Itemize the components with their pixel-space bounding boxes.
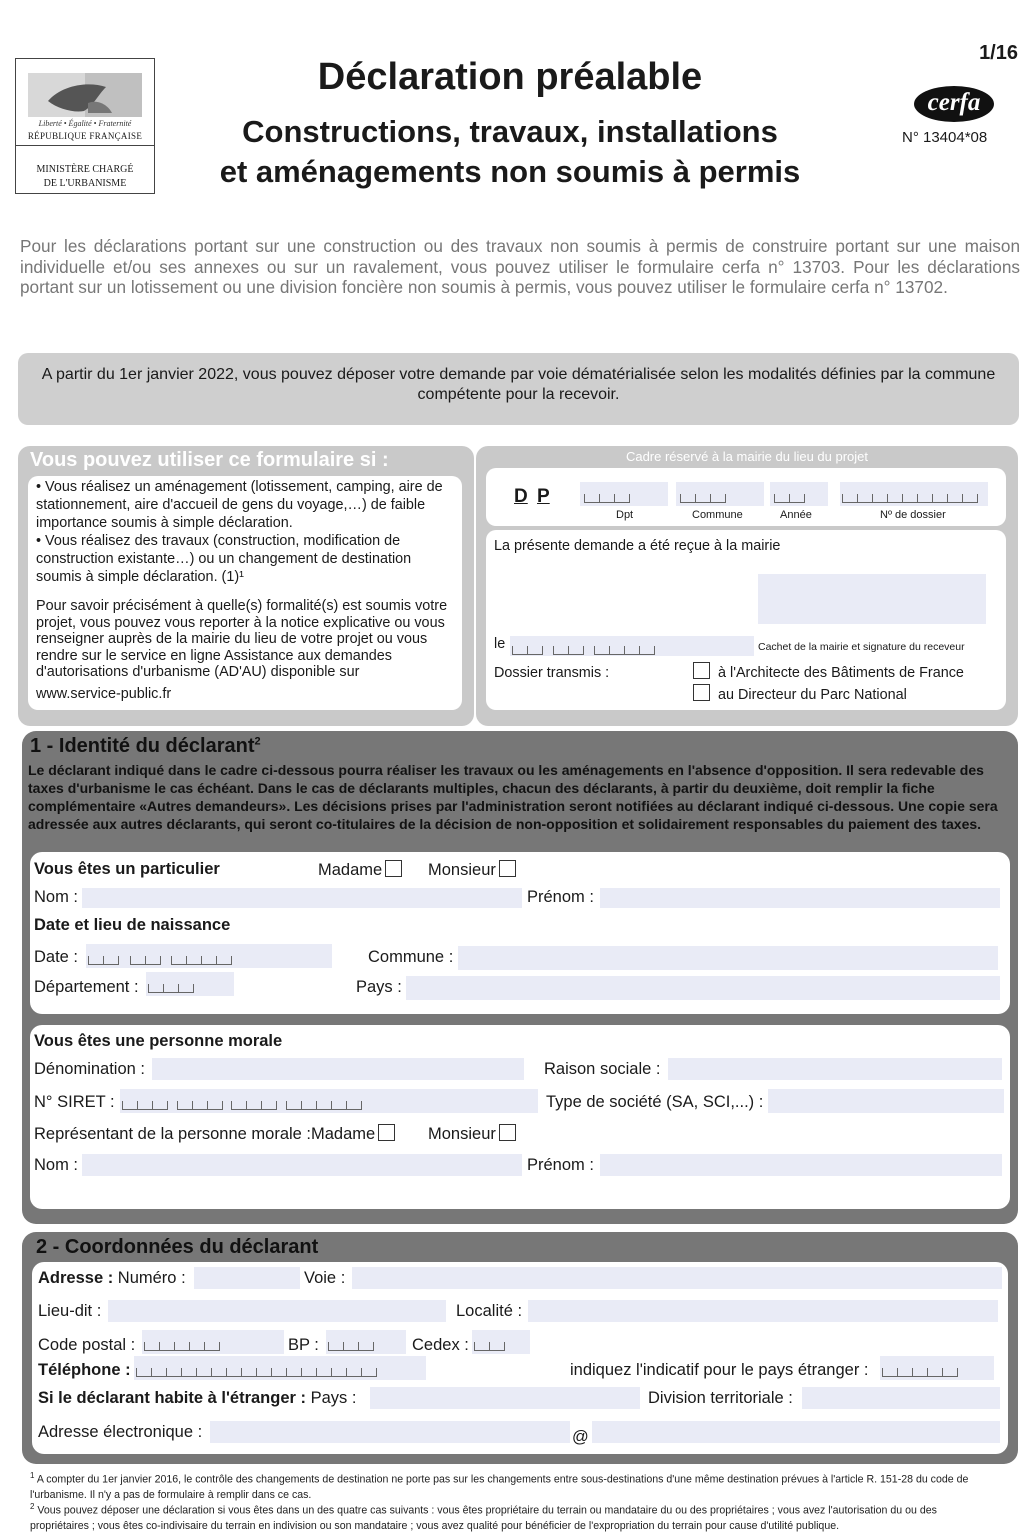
numero-label: Numéro : [117, 1269, 186, 1287]
section1-title-sup: 2 [254, 735, 261, 748]
departement-label: Département : [34, 978, 139, 996]
dp-code [514, 486, 550, 508]
adresse-row [38, 1269, 186, 1288]
monsieur-label: Monsieur [428, 861, 496, 879]
parc-checkbox[interactable] [693, 684, 710, 701]
abf-label: à l'Architecte des Bâtiments de France [718, 665, 964, 681]
particulier-box [30, 852, 1010, 1014]
etranger-label: Si le déclarant habite à l'étranger : [38, 1389, 307, 1407]
numero-field[interactable] [194, 1267, 300, 1289]
madame-checkbox[interactable] [385, 860, 402, 877]
service-public-link[interactable]: www.service-public.fr [36, 685, 172, 702]
subtitle-line1: Constructions, travaux, installations [242, 114, 778, 149]
type-societe-field[interactable] [768, 1089, 1004, 1113]
dematerialisation-banner: A partir du 1er janvier 2022, vous pouvez déposer votre demande par voie dématérialisée selon les modalités définies par la commune compétente pour la recevoir. [18, 353, 1019, 425]
rep-nom-label: Nom : [34, 1156, 79, 1174]
division-label: Division territoriale : [648, 1389, 793, 1407]
localite-field[interactable] [528, 1300, 998, 1322]
logo-ministry [16, 163, 154, 191]
mairie-panel-title: Cadre réservé à la mairie du lieu du projet [625, 449, 869, 464]
condition-bullet-2: • Vous réalisez des travaux (construction, modification de construction existante…) ou un changement de destination soumis à simple déclaration. (1)¹ [36, 533, 412, 585]
label-dpt: Dpt [616, 509, 634, 521]
madame-label: Madame [318, 861, 383, 879]
coordonnees-box [32, 1262, 1008, 1454]
logo-ministry-line2: DE L'URBANISME [43, 178, 127, 189]
pays-label: Pays : [356, 978, 402, 996]
label-annee: Année [780, 509, 812, 521]
stamp-label: Cachet de la mairie et signature du receveur [758, 641, 965, 653]
indicatif-field[interactable] [880, 1356, 994, 1380]
email-label: Adresse électronique : [38, 1423, 203, 1441]
commune-code-field[interactable] [676, 482, 764, 506]
parc-option[interactable] [690, 684, 907, 703]
telephone-label: Téléphone : [38, 1361, 131, 1379]
parc-label: au Directeur du Parc National [718, 687, 907, 703]
conditions-content [28, 476, 462, 710]
bp-field[interactable] [326, 1330, 406, 1354]
cp-label: Code postal : [38, 1336, 136, 1354]
commune-label: Commune : [368, 948, 454, 966]
birth-departement-field[interactable] [146, 972, 234, 996]
marianne-logo-icon [28, 73, 142, 117]
lieudit-label: Lieu-dit : [38, 1302, 102, 1320]
logo-motto: Liberté • Égalité • Fraternité [38, 119, 132, 128]
dpt-field[interactable] [580, 482, 668, 506]
lieudit-field[interactable] [108, 1300, 446, 1322]
section1-title-text: 1 - Identité du déclarant [30, 735, 255, 757]
personne-morale-box [30, 1025, 1010, 1209]
nom-field[interactable] [82, 888, 522, 908]
particulier-heading: Vous êtes un particulier [34, 860, 220, 878]
page-title: Déclaration préalable [317, 56, 703, 98]
adresse-label: Adresse : [38, 1269, 114, 1287]
email-at: @ [572, 1428, 589, 1446]
dp-letter-d: D [514, 486, 528, 507]
reception-box [486, 530, 1006, 710]
reception-date-field[interactable] [510, 636, 754, 656]
rep-monsieur-label: Monsieur [428, 1125, 496, 1143]
telephone-field[interactable] [134, 1356, 426, 1380]
raison-field[interactable] [668, 1058, 1002, 1080]
rep-monsieur-option[interactable] [428, 1124, 516, 1144]
monsieur-option[interactable] [428, 860, 516, 880]
republique-logo [15, 58, 155, 194]
logo-ministry-line1: MINISTÈRE CHARGÉ [36, 164, 134, 175]
birth-pays-field[interactable] [406, 976, 1000, 1000]
representant-text: Représentant de la personne morale : [34, 1125, 312, 1143]
denomination-field[interactable] [152, 1058, 524, 1080]
birth-date-field[interactable] [86, 944, 332, 968]
label-dossier: Nº de dossier [880, 509, 946, 521]
section1-note: Le déclarant indiqué dans le cadre ci-dessous pourra réaliser les travaux ou les aménagements en l'absence d'opposition. Il sera redevable des taxes d'urbanisme le cas échéant. Dans le cas de déclarants multiples, chacun des déclarants, à partir du deuxième, doit remplir la fiche complémentaire «Autres demandeurs». Les décisions prises par l'administration seront notifiées au déclarant indiqué ci-dessous. Une copie sera adressée aux autres déclarants, qui seront co-titulaires de la décision de non-opposition et solidairement responsables du paiement des taxes. [28, 762, 998, 832]
bp-label: BP : [288, 1336, 319, 1354]
email-user-field[interactable] [210, 1421, 570, 1443]
le-label: le [494, 636, 506, 652]
morale-heading: Vous êtes une personne morale [34, 1032, 283, 1050]
siret-label: N° SIRET : [34, 1093, 115, 1111]
cerfa-number: N° 13404*08 [902, 129, 988, 146]
page-subtitle [180, 112, 840, 192]
footnote-1-text: A compter du 1er janvier 2016, le contrôle des changements de destination ne porte pas sur les changements entre sous-destinations d'une même destination prévues à l'article R. 151-28 du code de l'urbanisme. Il n'y a pas de formulaire à remplir dans ce cas. [30, 1473, 969, 1501]
dp-letter-p: P [537, 486, 550, 507]
denomination-label: Dénomination : [34, 1060, 145, 1078]
cedex-field[interactable] [472, 1330, 530, 1354]
stamp-area [758, 574, 986, 624]
etranger-pays-field[interactable] [370, 1387, 640, 1409]
indicatif-label: indiquez l'indicatif pour le pays étranger : [570, 1361, 869, 1379]
type-societe-label: Type de société (SA, SCI,...) : [546, 1093, 764, 1111]
conditions-title: Vous pouvez utiliser ce formulaire si : [30, 449, 389, 471]
cerfa-logo: cerfa [914, 86, 994, 122]
rep-madame-checkbox[interactable] [378, 1124, 395, 1141]
logo-republic: RÉPUBLIQUE FRANÇAISE [16, 131, 154, 146]
label-commune: Commune [692, 509, 743, 521]
subtitle-line2: et aménagements non soumis à permis [219, 154, 801, 189]
voie-field[interactable] [352, 1267, 1002, 1289]
section2-title: 2 - Coordonnées du déclarant [36, 1236, 319, 1258]
abf-checkbox[interactable] [693, 662, 710, 679]
transmis-label: Dossier transmis : [494, 665, 610, 681]
received-text: La présente demande a été reçue à la mairie [494, 538, 781, 554]
intro-text: Pour les déclarations portant sur une construction ou des travaux non soumis à permis de construire portant sur une maison individuelle et/ou ses annexes ou sur un ravalement, vous pouvez utiliser le formulaire cerfa n° 13703. Pour les déclarations portant sur un lotissement ou une division foncière non soumis à permis, vous pouvez utiliser le formulaire cerfa n° 13702. [20, 236, 1020, 297]
madame-option[interactable] [318, 860, 402, 880]
localite-label: Localité : [456, 1302, 523, 1320]
prenom-label: Prénom : [527, 888, 594, 906]
footnote-2-text: Vous pouvez déposer une déclaration si vous êtes dans un des quatre cas suivants : vous êtes propriétaire du terrain ou mandataire du ou des propriétaires ; vous avez l'autorisation du ou des propriétaires ; vous êtes co-indivisaire du terrain en indivision ou son mandataire ; vous avez qualité pour bénéficier de l'expropriation du terrain pour cause d'utilité publique. [30, 1504, 937, 1532]
section1-title [30, 735, 261, 758]
etranger-row [38, 1389, 356, 1408]
division-field[interactable] [802, 1387, 1000, 1409]
nom-label: Nom : [34, 888, 79, 906]
etranger-pays-label: Pays : [310, 1389, 357, 1407]
footnote-1-number: 1 [30, 1471, 35, 1480]
raison-label: Raison sociale : [544, 1060, 661, 1078]
voie-label: Voie : [304, 1269, 346, 1287]
cedex-label: Cedex : [412, 1336, 469, 1354]
abf-option[interactable] [690, 662, 964, 681]
annee-field[interactable] [770, 482, 828, 506]
email-domain-field[interactable] [592, 1421, 1000, 1443]
condition-bullet-1: • Vous réalisez un aménagement (lotissement, camping, aire de stationnement, aire d'accueil de gens du voyage,…) de faible importance soumis à simple déclaration. [36, 479, 443, 531]
page-number: 1/16 [979, 42, 1018, 64]
prenom-field[interactable] [600, 888, 1000, 908]
footnote-1 [30, 1468, 990, 1503]
monsieur-checkbox[interactable] [499, 860, 516, 877]
naissance-heading: Date et lieu de naissance [34, 916, 231, 934]
representant-label[interactable] [34, 1124, 395, 1144]
siret-field[interactable] [120, 1089, 538, 1113]
footnote-2 [30, 1499, 990, 1534]
date-label: Date : [34, 948, 79, 966]
birth-commune-field[interactable] [458, 946, 998, 970]
cp-field[interactable] [142, 1330, 284, 1354]
rep-madame-label: Madame [311, 1125, 376, 1143]
rep-prenom-label: Prénom : [527, 1156, 594, 1174]
dossier-number-field[interactable] [840, 482, 988, 506]
rep-nom-field[interactable] [82, 1154, 522, 1176]
dossier-number-box [486, 468, 1006, 526]
conditions-info: Pour savoir précisément à quelle(s) formalité(s) est soumis votre projet, vous pouvez vous reporter à la notice explicative ou vous renseigner auprès de la mairie du lieu de votre projet ou vous rendre sur le service en ligne Assistance aux demandes d'autorisations d'urbanisme (AD'AU) disponible sur [36, 598, 448, 680]
rep-monsieur-checkbox[interactable] [499, 1124, 516, 1141]
rep-prenom-field[interactable] [600, 1154, 1002, 1176]
footnote-2-number: 2 [30, 1502, 35, 1511]
